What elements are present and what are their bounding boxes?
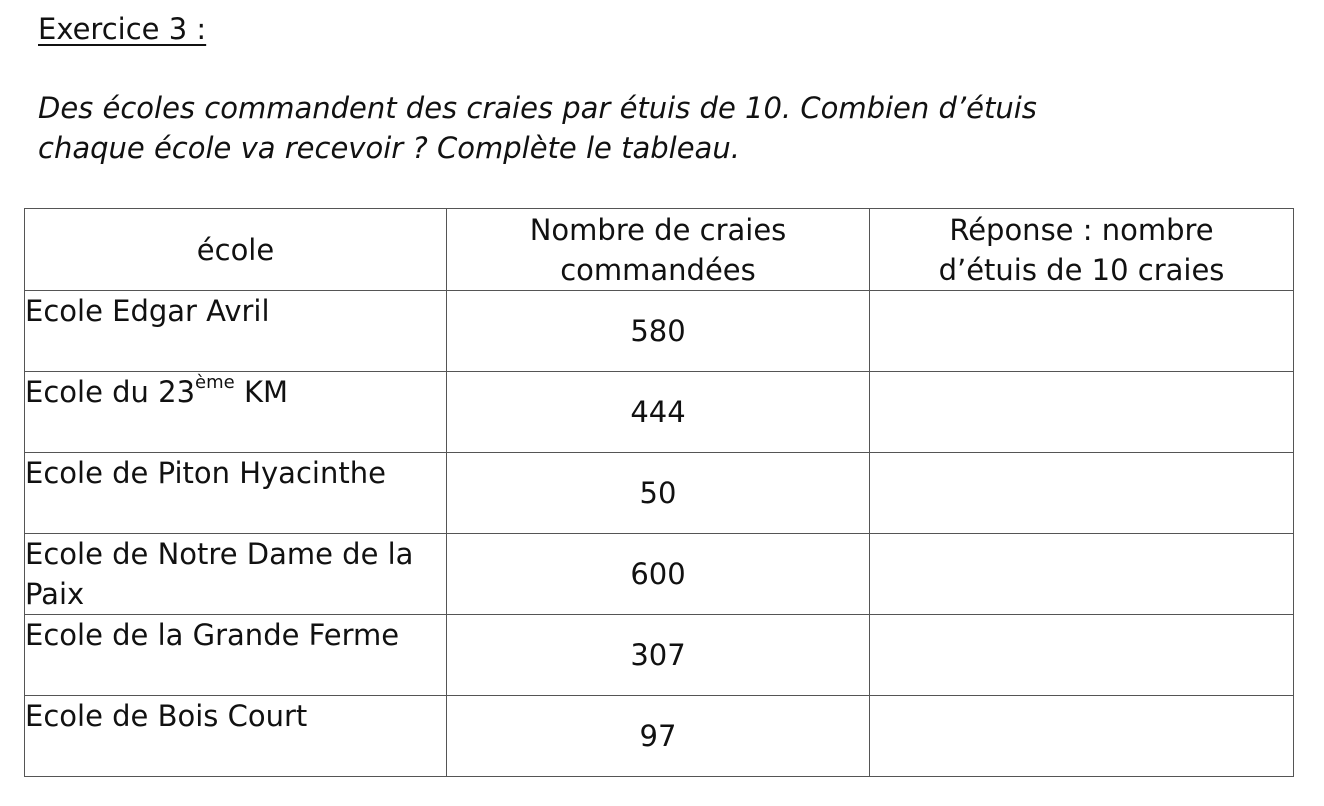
instructions [38, 88, 1238, 168]
chalk-count-cell: 600 [447, 534, 870, 615]
header-count-line-2: commandées [560, 252, 756, 287]
answer-cell[interactable] [870, 291, 1294, 372]
school-name-cell: Ecole de Piton Hyacinthe [25, 453, 447, 534]
table-row [25, 534, 1294, 615]
chalk-count-cell: 97 [447, 696, 870, 777]
header-school [25, 209, 447, 291]
ordinal-superscript: ème [195, 372, 235, 393]
header-count-line-1: Nombre de craies [529, 212, 787, 247]
school-name-cell: Ecole de la Grande Ferme [25, 615, 447, 696]
header-school-label: école [196, 232, 275, 267]
table-row [25, 372, 1294, 453]
table-row [25, 291, 1294, 372]
answer-cell[interactable] [870, 534, 1294, 615]
answer-cell[interactable] [870, 696, 1294, 777]
instructions-line-2: chaque école va recevoir ? Complète le tableau. [38, 131, 740, 165]
answer-cell[interactable] [870, 615, 1294, 696]
chalk-orders-table [24, 208, 1294, 777]
header-answer-line-2: d’étuis de 10 craies [938, 252, 1225, 287]
table-row [25, 696, 1294, 777]
school-name-cell: Ecole de Bois Court [25, 696, 447, 777]
school-name-cell: Ecole de Notre Dame de la Paix [25, 534, 447, 615]
instructions-line-1: Des écoles commandent des craies par étuis de 10. Combien d’étuis [38, 91, 1037, 125]
chalk-count-cell: 580 [447, 291, 870, 372]
exercise-title: Exercice 3 : [38, 12, 207, 46]
chalk-count-cell: 50 [447, 453, 870, 534]
school-name [25, 372, 288, 409]
header-count [447, 209, 870, 291]
school-name: Ecole Edgar Avril [25, 294, 270, 328]
table-header-row [25, 209, 1294, 291]
header-answer [870, 209, 1294, 291]
table-row [25, 615, 1294, 696]
school-name-cell [25, 291, 447, 372]
school-name-cell [25, 372, 447, 453]
chalk-count-cell: 307 [447, 615, 870, 696]
table-row [25, 453, 1294, 534]
school-name-part: Ecole du 23 [25, 375, 196, 409]
answer-cell[interactable] [870, 453, 1294, 534]
school-name-part: KM [234, 375, 288, 409]
header-answer-line-1: Réponse : nombre [949, 212, 1214, 247]
chalk-count-cell: 444 [447, 372, 870, 453]
answer-cell[interactable] [870, 372, 1294, 453]
